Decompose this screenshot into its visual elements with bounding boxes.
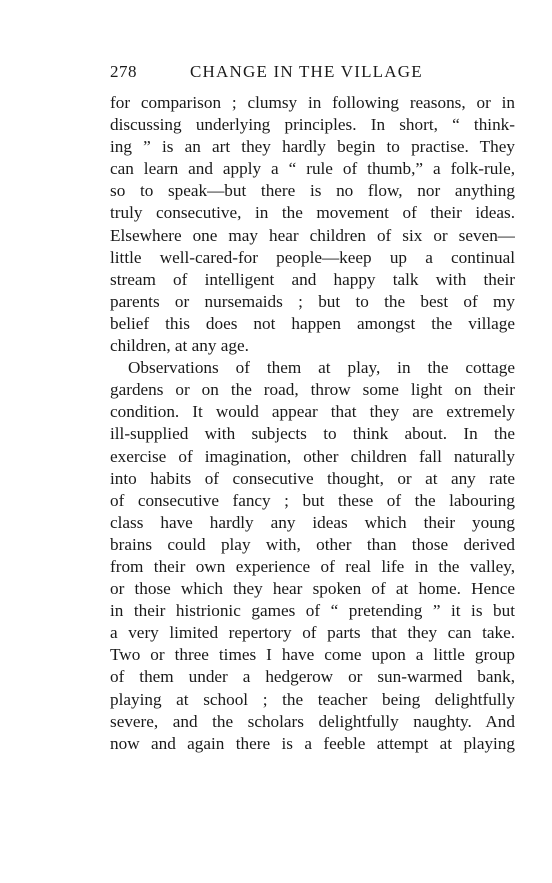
paragraph-2	[110, 357, 515, 755]
text-line: into habits of consecutive thought, or at any rate	[110, 468, 515, 488]
text-line: playing at school ; the teacher being delightfully	[110, 689, 515, 709]
text-line: ill-supplied with subjects to think about. In the	[110, 424, 515, 444]
text-line: condition. It would appear that they are extremely	[110, 402, 515, 422]
page-header	[110, 62, 515, 88]
text-line: severe, and the scholars delightfully naughty. And	[110, 711, 515, 731]
text-line: of them under a hedgerow or sun-warmed bank,	[110, 667, 515, 687]
text-line: class have hardly any ideas which their young	[110, 512, 515, 532]
text-line: little well-cared-for people—keep up a continual	[110, 247, 515, 267]
text-line: exercise of imagination, other children fall naturally	[110, 446, 515, 466]
text-line: ing ” is an art they hardly begin to practise. They	[110, 137, 515, 157]
body-text	[110, 92, 515, 755]
text-line: discussing underlying principles. In short, “ think-	[110, 115, 515, 135]
text-line: parents or nursemaids ; but to the best of my	[110, 291, 515, 311]
text-line: or those which they hear spoken of at home. Hence	[110, 579, 515, 599]
text-line: stream of intelligent and happy talk with their	[110, 269, 515, 289]
paragraph-1	[110, 92, 515, 357]
text-line: belief this does not happen amongst the village	[110, 313, 515, 333]
text-line: Two or three times I have come upon a little group	[110, 645, 515, 665]
running-title: CHANGE IN THE VILLAGE	[190, 62, 423, 81]
text-line: gardens or on the road, throw some light on their	[110, 380, 515, 400]
text-line: Observations of them at play, in the cottage	[128, 358, 515, 378]
text-line: of consecutive fancy ; but these of the labouring	[110, 490, 515, 510]
text-line: brains could play with, other than those derived	[110, 534, 515, 554]
text-line: children, at any age.	[110, 336, 249, 356]
page-number: 278	[110, 62, 137, 81]
text-line: so to speak—but there is no flow, nor anything	[110, 181, 515, 201]
text-line: from their own experience of real life in the valley,	[110, 556, 515, 576]
text-line: for comparison ; clumsy in following reasons, or in	[110, 93, 515, 112]
text-line: can learn and apply a “ rule of thumb,” a folk-rule,	[110, 159, 515, 179]
text-line: now and again there is a feeble attempt at playing	[110, 733, 515, 753]
text-line: truly consecutive, in the movement of their ideas.	[110, 203, 515, 223]
text-line: Elsewhere one may hear children of six or seven—	[110, 225, 515, 245]
text-line: a very limited repertory of parts that they can take.	[110, 623, 515, 643]
text-line: in their histrionic games of “ pretending ” it is but	[110, 601, 515, 621]
